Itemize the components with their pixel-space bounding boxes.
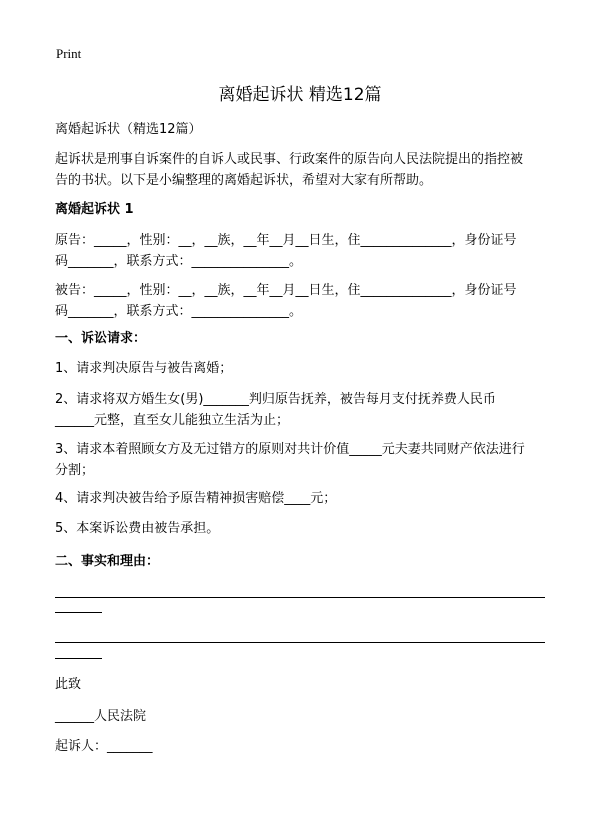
- document-subtitle: 离婚起诉状（精选12篇）: [55, 122, 202, 137]
- blank-line: [55, 642, 545, 643]
- claim-item: [55, 389, 550, 431]
- blank-line: [55, 658, 102, 659]
- claim-line: ______元整，直至女儿能独立生活为止；: [55, 413, 290, 428]
- closing-text: 此致: [55, 677, 82, 692]
- plaintiff-line: 原告：_____，性别：__，__族，__年__月__日生，住______________，身份证号: [55, 233, 517, 248]
- defendant-info: [55, 280, 550, 322]
- claim-line: 2、请求将双方婚生女(男)_______判归原告抚养，被告每月支付抚养费人民币: [55, 392, 496, 407]
- page-title: 离婚起诉状 精选12篇: [218, 85, 382, 105]
- signer-line: 起诉人：_______: [55, 739, 153, 754]
- court-line: ______人民法院: [55, 709, 147, 724]
- facts-heading: 二、事实和理由：: [55, 554, 160, 569]
- claim-item: 4、请求判决被告给予原告精神损害赔偿____元；: [55, 491, 337, 506]
- claim-item: 5、本案诉讼费由被告承担。: [55, 521, 220, 536]
- claims-heading: 一、诉讼请求：: [55, 331, 147, 346]
- print-link[interactable]: Print: [56, 46, 82, 61]
- claim-item: 1、请求判决原告与被告离婚；: [55, 361, 233, 376]
- section-title: 离婚起诉状 1: [55, 202, 134, 217]
- blank-line: [55, 597, 545, 598]
- claim-item: [55, 439, 550, 481]
- defendant-line: 码_______，联系方式：_______________。: [55, 304, 303, 319]
- intro-line: 起诉状是刑事自诉案件的自诉人或民事、行政案件的原告向人民法院提出的指控被: [55, 152, 524, 167]
- plaintiff-line: 码_______，联系方式：_______________。: [55, 254, 303, 269]
- plaintiff-info: [55, 230, 550, 272]
- claim-line: 分割；: [55, 463, 95, 478]
- defendant-line: 被告：_____，性别：__，__族，__年__月__日生，住______________，身份证号: [55, 283, 517, 298]
- intro-paragraph: [55, 149, 550, 191]
- claim-line: 3、请求本着照顾女方及无过错方的原则对共计价值_____元夫妻共同财产依法进行: [55, 442, 525, 457]
- blank-line: [55, 612, 102, 613]
- intro-line: 告的书状。以下是小编整理的离婚起诉状，希望对大家有所帮助。: [55, 173, 433, 188]
